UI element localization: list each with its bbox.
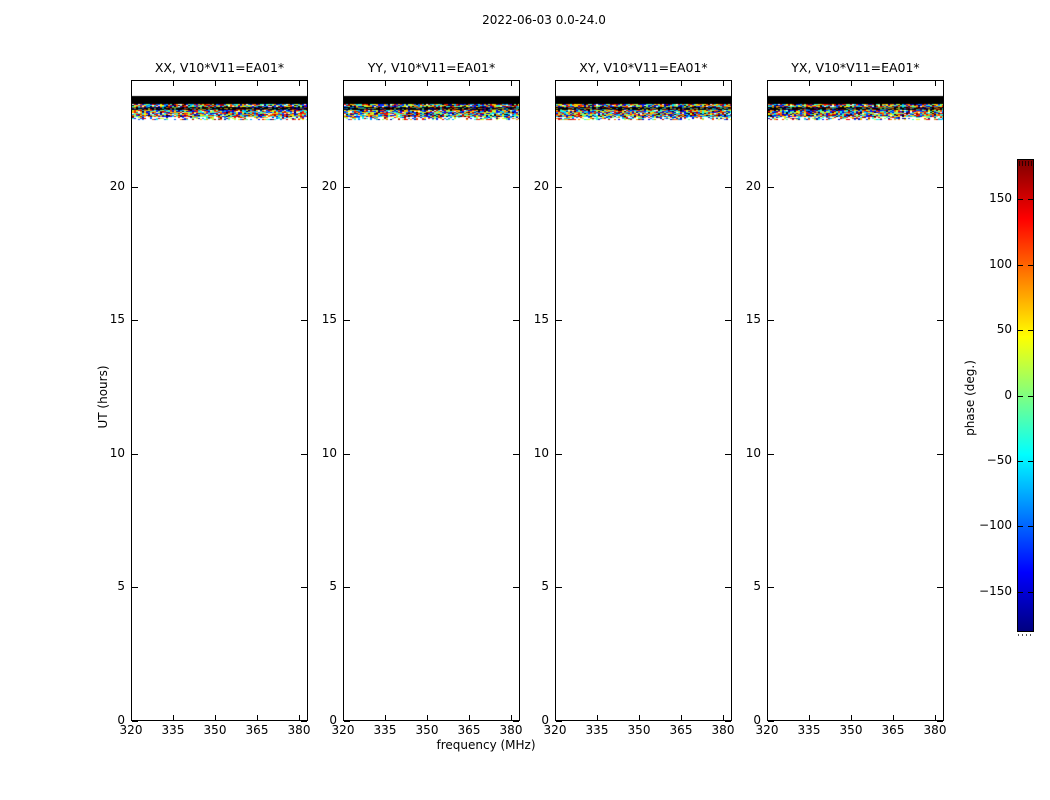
y-tick-mark <box>301 187 307 188</box>
y-tick-label: 5 <box>753 579 761 593</box>
y-tick-mark <box>301 454 307 455</box>
x-tick-mark <box>935 715 936 720</box>
x-tick-mark <box>131 715 132 720</box>
x-tick-mark <box>597 715 598 720</box>
phase-waterfall-data <box>344 93 519 123</box>
x-tick-mark <box>131 81 132 86</box>
y-tick-mark <box>301 587 307 588</box>
x-tick-label: 350 <box>203 723 227 737</box>
x-tick-label: 335 <box>161 723 185 737</box>
x-tick-mark <box>767 81 768 86</box>
x-tick-mark <box>511 715 512 720</box>
x-tick-label: 350 <box>415 723 439 737</box>
x-tick-label: 380 <box>923 723 947 737</box>
y-tick-mark <box>132 454 138 455</box>
x-tick-label: 380 <box>287 723 311 737</box>
y-tick-mark <box>556 187 562 188</box>
y-tick-label: 10 <box>109 446 125 460</box>
x-tick-mark <box>893 81 894 86</box>
y-tick-mark <box>344 587 350 588</box>
y-tick-label: 5 <box>117 579 125 593</box>
panel-title-xy: XY, V10*V11=EA01* <box>579 60 708 75</box>
x-tick-mark <box>723 715 724 720</box>
colorbar-tick-mark <box>1028 265 1033 266</box>
x-tick-mark <box>511 81 512 86</box>
x-tick-label: 350 <box>627 723 651 737</box>
panel-axes <box>131 80 308 721</box>
x-tick-mark <box>639 715 640 720</box>
colorbar-tick-mark <box>1028 592 1033 593</box>
x-tick-mark <box>723 81 724 86</box>
y-tick-label: 20 <box>321 179 337 193</box>
y-tick-mark <box>132 320 138 321</box>
x-tick-mark <box>257 81 258 86</box>
y-tick-label: 10 <box>745 446 761 460</box>
colorbar-tick-mark <box>1018 199 1023 200</box>
x-tick-mark <box>555 81 556 86</box>
x-tick-label: 380 <box>711 723 735 737</box>
x-tick-mark <box>427 81 428 86</box>
y-tick-label: 15 <box>321 312 337 326</box>
x-tick-label: 350 <box>839 723 863 737</box>
y-tick-mark <box>513 721 519 722</box>
y-tick-mark <box>132 721 138 722</box>
y-tick-label: 5 <box>541 579 549 593</box>
y-tick-mark <box>301 721 307 722</box>
x-tick-mark <box>427 715 428 720</box>
x-tick-mark <box>639 81 640 86</box>
colorbar-label: phase (deg.) <box>963 360 977 436</box>
x-tick-mark <box>809 81 810 86</box>
x-tick-mark <box>681 81 682 86</box>
x-tick-label: 335 <box>585 723 609 737</box>
y-tick-mark <box>937 320 943 321</box>
y-tick-mark <box>344 721 350 722</box>
y-tick-label: 15 <box>109 312 125 326</box>
panel-axes <box>767 80 944 721</box>
y-tick-mark <box>132 587 138 588</box>
colorbar-tick-label: 0 <box>1004 388 1012 402</box>
y-tick-mark <box>937 187 943 188</box>
y-tick-label: 0 <box>117 713 125 727</box>
y-tick-mark <box>556 454 562 455</box>
y-tick-mark <box>132 187 138 188</box>
panel-axes <box>343 80 520 721</box>
x-tick-mark <box>299 715 300 720</box>
colorbar-tick-mark <box>1028 461 1033 462</box>
x-tick-label: 320 <box>119 723 143 737</box>
y-tick-mark <box>344 320 350 321</box>
y-tick-mark <box>513 320 519 321</box>
y-tick-mark <box>513 587 519 588</box>
colorbar-tick-mark <box>1028 396 1033 397</box>
colorbar-tick-label: −150 <box>979 584 1012 598</box>
x-tick-mark <box>851 81 852 86</box>
colorbar-tick-label: 100 <box>989 257 1012 271</box>
x-tick-mark <box>215 715 216 720</box>
phase-waterfall-data <box>556 93 731 123</box>
x-axis-label: frequency (MHz) <box>436 738 536 752</box>
x-tick-mark <box>555 715 556 720</box>
y-tick-mark <box>937 454 943 455</box>
colorbar-tick-label: 150 <box>989 191 1012 205</box>
y-tick-label: 20 <box>109 179 125 193</box>
x-tick-mark <box>257 715 258 720</box>
colorbar-tick-label: 50 <box>996 322 1012 336</box>
y-tick-label: 15 <box>533 312 549 326</box>
y-tick-mark <box>725 187 731 188</box>
y-tick-mark <box>937 587 943 588</box>
y-tick-label: 0 <box>329 713 337 727</box>
panel-title-yy: YY, V10*V11=EA01* <box>367 60 496 75</box>
x-tick-mark <box>469 81 470 86</box>
y-tick-label: 15 <box>745 312 761 326</box>
panel-title-xx: XX, V10*V11=EA01* <box>154 60 285 75</box>
panel-title-yx: YX, V10*V11=EA01* <box>791 60 920 75</box>
y-tick-mark <box>768 587 774 588</box>
x-tick-label: 380 <box>499 723 523 737</box>
x-tick-mark <box>299 81 300 86</box>
y-tick-mark <box>768 187 774 188</box>
x-tick-mark <box>173 81 174 86</box>
colorbar-top-hatch <box>1019 161 1032 166</box>
y-tick-mark <box>513 187 519 188</box>
x-tick-mark <box>469 715 470 720</box>
y-tick-mark <box>344 187 350 188</box>
y-tick-mark <box>513 454 519 455</box>
colorbar-bottom-dots <box>1018 634 1033 636</box>
y-tick-mark <box>725 587 731 588</box>
x-tick-label: 320 <box>543 723 567 737</box>
y-tick-mark <box>556 721 562 722</box>
colorbar-tick-mark <box>1018 330 1023 331</box>
y-tick-mark <box>556 587 562 588</box>
panel-axes <box>555 80 732 721</box>
y-tick-label: 20 <box>533 179 549 193</box>
y-tick-mark <box>301 320 307 321</box>
colorbar-tick-mark <box>1028 526 1033 527</box>
colorbar-tick-mark <box>1018 592 1023 593</box>
phase-waterfall-data <box>132 93 307 123</box>
x-tick-mark <box>343 81 344 86</box>
x-tick-mark <box>681 715 682 720</box>
x-tick-mark <box>893 715 894 720</box>
x-tick-label: 365 <box>669 723 693 737</box>
x-tick-label: 335 <box>373 723 397 737</box>
x-tick-label: 365 <box>457 723 481 737</box>
x-tick-mark <box>385 81 386 86</box>
x-tick-label: 320 <box>331 723 355 737</box>
x-tick-label: 335 <box>797 723 821 737</box>
colorbar-tick-label: −100 <box>979 518 1012 532</box>
y-tick-mark <box>768 721 774 722</box>
y-tick-mark <box>937 721 943 722</box>
x-tick-mark <box>215 81 216 86</box>
y-axis-label: UT (hours) <box>96 365 110 429</box>
x-tick-label: 320 <box>755 723 779 737</box>
colorbar-tick-label: −50 <box>986 453 1012 467</box>
x-tick-mark <box>173 715 174 720</box>
y-tick-mark <box>725 320 731 321</box>
x-tick-mark <box>385 715 386 720</box>
colorbar-tick-mark <box>1018 265 1023 266</box>
colorbar-tick-mark <box>1018 396 1023 397</box>
x-tick-mark <box>809 715 810 720</box>
y-tick-label: 0 <box>541 713 549 727</box>
colorbar-tick-mark <box>1018 461 1023 462</box>
y-tick-mark <box>344 454 350 455</box>
y-tick-mark <box>556 320 562 321</box>
y-tick-mark <box>768 320 774 321</box>
y-tick-label: 20 <box>745 179 761 193</box>
x-tick-mark <box>343 715 344 720</box>
x-tick-label: 365 <box>245 723 269 737</box>
x-tick-mark <box>767 715 768 720</box>
colorbar-tick-mark <box>1028 330 1033 331</box>
phase-waterfall-data <box>768 93 943 123</box>
colorbar-tick-mark <box>1028 199 1033 200</box>
y-tick-mark <box>725 721 731 722</box>
x-tick-label: 365 <box>881 723 905 737</box>
x-tick-mark <box>935 81 936 86</box>
y-tick-mark <box>725 454 731 455</box>
y-tick-mark <box>768 454 774 455</box>
y-tick-label: 5 <box>329 579 337 593</box>
y-tick-label: 0 <box>753 713 761 727</box>
figure-title: 2022-06-03 0.0-24.0 <box>482 13 606 27</box>
colorbar-tick-mark <box>1018 526 1023 527</box>
x-tick-mark <box>851 715 852 720</box>
y-tick-label: 10 <box>533 446 549 460</box>
x-tick-mark <box>597 81 598 86</box>
y-tick-label: 10 <box>321 446 337 460</box>
